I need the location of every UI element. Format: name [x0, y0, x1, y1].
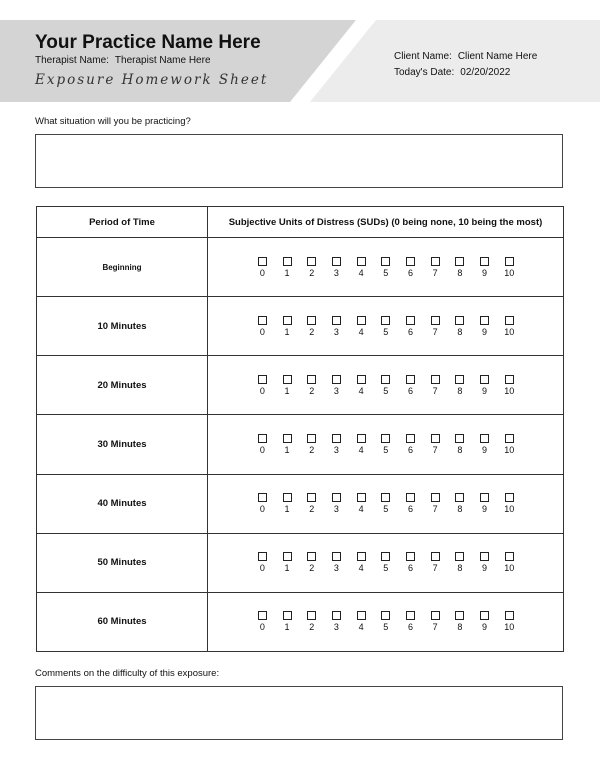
suds-value-label: 0	[259, 622, 265, 633]
checkbox[interactable]	[283, 434, 292, 443]
suds-value-label: 6	[407, 444, 413, 455]
checkbox[interactable]	[307, 434, 316, 443]
checkbox[interactable]	[505, 611, 514, 620]
checkbox[interactable]	[283, 375, 292, 384]
checkbox[interactable]	[307, 257, 316, 266]
suds-value-label: 0	[259, 326, 265, 337]
checkbox[interactable]	[258, 434, 267, 443]
checkbox[interactable]	[283, 493, 292, 502]
suds-option[interactable]	[349, 375, 374, 396]
suds-option[interactable]	[250, 375, 275, 396]
suds-option[interactable]	[250, 611, 275, 632]
suds-value-label: 1	[284, 622, 290, 633]
checkbox[interactable]	[357, 316, 366, 325]
suds-option[interactable]	[324, 375, 349, 396]
checkbox[interactable]	[431, 375, 440, 384]
suds-value-label: 3	[333, 267, 339, 278]
suds-value-label: 7	[432, 385, 438, 396]
suds-option[interactable]	[472, 552, 497, 573]
suds-option[interactable]	[373, 316, 398, 337]
suds-value-label: 3	[333, 326, 339, 337]
checkbox[interactable]	[431, 611, 440, 620]
suds-option[interactable]	[497, 434, 522, 455]
suds-option[interactable]	[398, 375, 423, 396]
checkbox[interactable]	[381, 316, 390, 325]
suds-option[interactable]	[275, 552, 300, 573]
suds-value-label: 9	[482, 504, 488, 515]
checkbox[interactable]	[431, 257, 440, 266]
suds-option[interactable]	[373, 611, 398, 632]
suds-value-label: 3	[333, 444, 339, 455]
checkbox[interactable]	[505, 375, 514, 384]
table-row	[37, 238, 564, 297]
suds-option[interactable]	[275, 375, 300, 396]
suds-option[interactable]	[497, 552, 522, 573]
suds-option[interactable]	[398, 434, 423, 455]
suds-option[interactable]	[448, 493, 473, 514]
checkbox[interactable]	[332, 316, 341, 325]
suds-value-label: 6	[407, 326, 413, 337]
suds-scale	[208, 493, 563, 514]
checkbox[interactable]	[455, 611, 464, 620]
suds-value-label: 8	[457, 563, 463, 574]
checkbox[interactable]	[258, 375, 267, 384]
suds-value-label: 5	[383, 563, 389, 574]
suds-value-label: 9	[482, 563, 488, 574]
suds-option[interactable]	[423, 493, 448, 514]
suds-option[interactable]	[423, 257, 448, 278]
suds-option[interactable]	[349, 257, 374, 278]
suds-table-body	[37, 238, 564, 652]
practice-name: Your Practice Name Here	[35, 32, 261, 53]
suds-value-label: 2	[309, 504, 315, 515]
checkbox[interactable]	[455, 316, 464, 325]
table-row	[37, 474, 564, 533]
client-value[interactable]: Client Name Here	[457, 51, 538, 62]
suds-option[interactable]	[324, 493, 349, 514]
suds-value-label: 4	[358, 504, 364, 515]
suds-option[interactable]	[398, 257, 423, 278]
suds-option[interactable]	[472, 375, 497, 396]
checkbox[interactable]	[332, 552, 341, 561]
checkbox[interactable]	[406, 434, 415, 443]
suds-header: Subjective Units of Distress (SUDs) (0 being none, 10 being the most)	[208, 207, 564, 238]
checkbox[interactable]	[505, 552, 514, 561]
suds-option[interactable]	[275, 611, 300, 632]
comments-field[interactable]	[35, 686, 563, 740]
suds-option[interactable]	[373, 434, 398, 455]
suds-scale-cell	[208, 474, 564, 533]
suds-value-label: 6	[407, 385, 413, 396]
suds-option[interactable]	[423, 611, 448, 632]
period-label: 40 Minutes	[37, 474, 208, 533]
suds-scale	[208, 316, 563, 337]
suds-value-label: 7	[432, 326, 438, 337]
suds-value-label: 2	[309, 267, 315, 278]
suds-value-label: 5	[383, 504, 389, 515]
suds-option[interactable]	[299, 434, 324, 455]
suds-option[interactable]	[373, 375, 398, 396]
suds-scale-cell	[208, 297, 564, 356]
suds-option[interactable]	[472, 493, 497, 514]
suds-value-label: 10	[504, 385, 515, 396]
suds-value-label: 1	[284, 385, 290, 396]
checkbox[interactable]	[455, 375, 464, 384]
suds-value-label: 4	[358, 385, 364, 396]
suds-option[interactable]	[472, 316, 497, 337]
checkbox[interactable]	[357, 493, 366, 502]
checkbox[interactable]	[357, 434, 366, 443]
suds-value-label: 10	[504, 622, 515, 633]
suds-option[interactable]	[448, 434, 473, 455]
therapist-line	[35, 55, 211, 66]
checkbox[interactable]	[332, 611, 341, 620]
suds-value-label: 8	[457, 267, 463, 278]
suds-value-label: 3	[333, 504, 339, 515]
period-header: Period of Time	[37, 207, 208, 238]
suds-option[interactable]	[448, 375, 473, 396]
suds-value-label: 0	[259, 563, 265, 574]
suds-scale-cell	[208, 533, 564, 592]
situation-field[interactable]	[35, 134, 563, 188]
suds-value-label: 0	[259, 444, 265, 455]
checkbox[interactable]	[406, 257, 415, 266]
suds-value-label: 9	[482, 267, 488, 278]
suds-scale	[208, 375, 563, 396]
suds-value-label: 8	[457, 622, 463, 633]
period-label: 20 Minutes	[37, 356, 208, 415]
checkbox[interactable]	[381, 493, 390, 502]
suds-option[interactable]	[349, 552, 374, 573]
checkbox[interactable]	[406, 316, 415, 325]
suds-value-label: 10	[504, 563, 515, 574]
checkbox[interactable]	[357, 611, 366, 620]
checkbox[interactable]	[455, 257, 464, 266]
table-row	[37, 356, 564, 415]
checkbox[interactable]	[357, 375, 366, 384]
suds-option[interactable]	[299, 552, 324, 573]
suds-option[interactable]	[497, 375, 522, 396]
suds-option[interactable]	[398, 552, 423, 573]
checkbox[interactable]	[505, 493, 514, 502]
suds-value-label: 7	[432, 563, 438, 574]
suds-option[interactable]	[349, 316, 374, 337]
checkbox[interactable]	[307, 611, 316, 620]
checkbox[interactable]	[332, 257, 341, 266]
checkbox[interactable]	[381, 257, 390, 266]
suds-option[interactable]	[423, 434, 448, 455]
suds-option[interactable]	[299, 611, 324, 632]
suds-option[interactable]	[324, 316, 349, 337]
suds-value-label: 4	[358, 563, 364, 574]
suds-value-label: 6	[407, 622, 413, 633]
suds-value-label: 8	[457, 504, 463, 515]
checkbox[interactable]	[357, 257, 366, 266]
period-label: 30 Minutes	[37, 415, 208, 474]
suds-option[interactable]	[349, 493, 374, 514]
table-row	[37, 415, 564, 474]
suds-option[interactable]	[250, 552, 275, 573]
suds-option[interactable]	[275, 316, 300, 337]
suds-option[interactable]	[373, 493, 398, 514]
suds-value-label: 8	[457, 326, 463, 337]
suds-value-label: 8	[457, 385, 463, 396]
suds-option[interactable]	[373, 257, 398, 278]
client-label: Client Name:	[394, 51, 452, 62]
checkbox[interactable]	[505, 316, 514, 325]
checkbox[interactable]	[406, 611, 415, 620]
suds-scale-cell	[208, 415, 564, 474]
checkbox[interactable]	[332, 434, 341, 443]
suds-value-label: 0	[259, 385, 265, 396]
checkbox[interactable]	[480, 316, 489, 325]
suds-option[interactable]	[250, 257, 275, 278]
suds-value-label: 4	[358, 326, 364, 337]
suds-scale	[208, 611, 563, 632]
checkbox[interactable]	[480, 257, 489, 266]
checkbox[interactable]	[332, 375, 341, 384]
suds-option[interactable]	[250, 493, 275, 514]
checkbox[interactable]	[283, 552, 292, 561]
suds-option[interactable]	[398, 611, 423, 632]
checkbox[interactable]	[258, 316, 267, 325]
suds-scale-cell	[208, 238, 564, 297]
checkbox[interactable]	[332, 493, 341, 502]
checkbox[interactable]	[455, 434, 464, 443]
suds-option[interactable]	[373, 552, 398, 573]
suds-value-label: 2	[309, 563, 315, 574]
suds-option[interactable]	[497, 316, 522, 337]
suds-value-label: 5	[383, 326, 389, 337]
suds-option[interactable]	[299, 257, 324, 278]
suds-option[interactable]	[497, 257, 522, 278]
suds-option[interactable]	[250, 434, 275, 455]
checkbox[interactable]	[480, 434, 489, 443]
client-line	[394, 51, 537, 62]
period-label: 10 Minutes	[37, 297, 208, 356]
checkbox[interactable]	[480, 375, 489, 384]
suds-scale-cell	[208, 356, 564, 415]
suds-value-label: 10	[504, 326, 515, 337]
date-value[interactable]: 02/20/2022	[460, 67, 511, 78]
period-label: 60 Minutes	[37, 592, 208, 651]
checkbox[interactable]	[431, 552, 440, 561]
suds-value-label: 1	[284, 444, 290, 455]
suds-value-label: 5	[383, 444, 389, 455]
suds-value-label: 3	[333, 622, 339, 633]
suds-table	[36, 206, 564, 652]
suds-option[interactable]	[472, 257, 497, 278]
checkbox[interactable]	[381, 434, 390, 443]
checkbox[interactable]	[480, 611, 489, 620]
suds-option[interactable]	[448, 316, 473, 337]
suds-value-label: 4	[358, 267, 364, 278]
checkbox[interactable]	[505, 434, 514, 443]
suds-value-label: 6	[407, 563, 413, 574]
checkbox[interactable]	[283, 257, 292, 266]
suds-value-label: 6	[407, 267, 413, 278]
situation-label: What situation will you be practicing?	[35, 116, 191, 127]
suds-option[interactable]	[275, 493, 300, 514]
suds-option[interactable]	[448, 611, 473, 632]
checkbox[interactable]	[480, 552, 489, 561]
suds-value-label: 6	[407, 504, 413, 515]
checkbox[interactable]	[431, 493, 440, 502]
checkbox[interactable]	[381, 375, 390, 384]
checkbox[interactable]	[258, 493, 267, 502]
suds-option[interactable]	[324, 552, 349, 573]
therapist-value[interactable]: Therapist Name Here	[114, 55, 211, 66]
suds-value-label: 10	[504, 504, 515, 515]
suds-value-label: 9	[482, 385, 488, 396]
suds-option[interactable]	[299, 375, 324, 396]
checkbox[interactable]	[480, 493, 489, 502]
checkbox[interactable]	[406, 552, 415, 561]
suds-option[interactable]	[497, 493, 522, 514]
suds-value-label: 7	[432, 267, 438, 278]
checkbox[interactable]	[258, 552, 267, 561]
suds-option[interactable]	[250, 316, 275, 337]
suds-scale	[208, 434, 563, 455]
comments-label: Comments on the difficulty of this exposure:	[35, 668, 220, 679]
checkbox[interactable]	[307, 375, 316, 384]
suds-value-label: 1	[284, 504, 290, 515]
table-row	[37, 533, 564, 592]
suds-value-label: 2	[309, 622, 315, 633]
suds-value-label: 2	[309, 385, 315, 396]
checkbox[interactable]	[258, 257, 267, 266]
suds-option[interactable]	[324, 611, 349, 632]
suds-value-label: 2	[309, 326, 315, 337]
checkbox[interactable]	[283, 611, 292, 620]
checkbox[interactable]	[431, 434, 440, 443]
suds-value-label: 4	[358, 444, 364, 455]
checkbox[interactable]	[381, 611, 390, 620]
suds-option[interactable]	[472, 434, 497, 455]
suds-value-label: 9	[482, 326, 488, 337]
checkbox[interactable]	[283, 316, 292, 325]
checkbox[interactable]	[431, 316, 440, 325]
table-row	[37, 592, 564, 651]
checkbox[interactable]	[357, 552, 366, 561]
suds-value-label: 3	[333, 385, 339, 396]
suds-option[interactable]	[423, 316, 448, 337]
checkbox[interactable]	[381, 552, 390, 561]
checkbox[interactable]	[455, 552, 464, 561]
suds-option[interactable]	[299, 316, 324, 337]
suds-value-label: 1	[284, 267, 290, 278]
suds-value-label: 3	[333, 563, 339, 574]
suds-option[interactable]	[398, 493, 423, 514]
suds-value-label: 2	[309, 444, 315, 455]
suds-option[interactable]	[275, 434, 300, 455]
checkbox[interactable]	[406, 375, 415, 384]
checkbox[interactable]	[505, 257, 514, 266]
checkbox[interactable]	[455, 493, 464, 502]
suds-value-label: 1	[284, 326, 290, 337]
suds-value-label: 7	[432, 622, 438, 633]
suds-value-label: 9	[482, 444, 488, 455]
suds-scale	[208, 552, 563, 573]
suds-option[interactable]	[275, 257, 300, 278]
suds-option[interactable]	[349, 434, 374, 455]
suds-value-label: 10	[504, 444, 515, 455]
period-label: 50 Minutes	[37, 533, 208, 592]
suds-value-label: 10	[504, 267, 515, 278]
suds-value-label: 0	[259, 504, 265, 515]
suds-value-label: 8	[457, 444, 463, 455]
checkbox[interactable]	[406, 493, 415, 502]
suds-option[interactable]	[448, 552, 473, 573]
date-line	[394, 67, 510, 78]
checkbox[interactable]	[307, 552, 316, 561]
suds-scale-cell	[208, 592, 564, 651]
suds-value-label: 7	[432, 444, 438, 455]
checkbox[interactable]	[307, 316, 316, 325]
suds-value-label: 4	[358, 622, 364, 633]
suds-value-label: 0	[259, 267, 265, 278]
period-label: Beginning	[37, 238, 208, 297]
suds-option[interactable]	[497, 611, 522, 632]
suds-option[interactable]	[423, 375, 448, 396]
suds-option[interactable]	[398, 316, 423, 337]
suds-value-label: 7	[432, 504, 438, 515]
suds-option[interactable]	[324, 434, 349, 455]
checkbox[interactable]	[307, 493, 316, 502]
suds-value-label: 5	[383, 267, 389, 278]
suds-option[interactable]	[472, 611, 497, 632]
date-label: Today's Date:	[394, 67, 455, 78]
suds-scale	[208, 257, 563, 278]
table-row	[37, 297, 564, 356]
suds-value-label: 5	[383, 385, 389, 396]
checkbox[interactable]	[258, 611, 267, 620]
suds-option[interactable]	[448, 257, 473, 278]
sheet-title: Exposure Homework Sheet	[35, 72, 269, 88]
suds-option[interactable]	[349, 611, 374, 632]
suds-value-label: 1	[284, 563, 290, 574]
suds-option[interactable]	[324, 257, 349, 278]
suds-value-label: 5	[383, 622, 389, 633]
suds-option[interactable]	[423, 552, 448, 573]
therapist-label: Therapist Name:	[35, 55, 109, 66]
suds-option[interactable]	[299, 493, 324, 514]
suds-value-label: 9	[482, 622, 488, 633]
